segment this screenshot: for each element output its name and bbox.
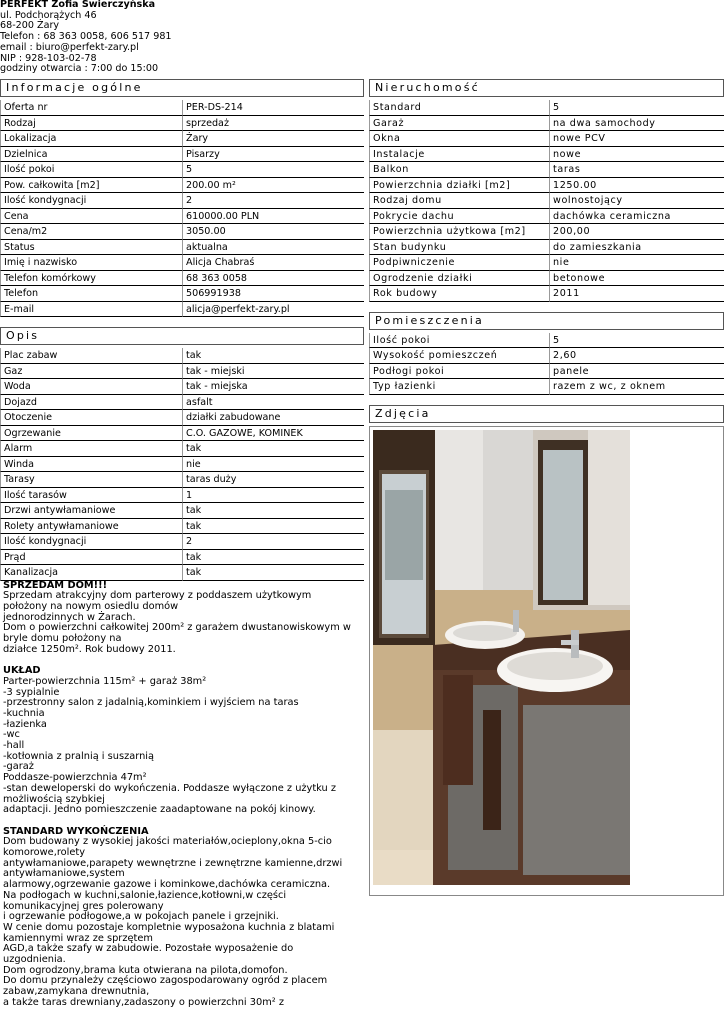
description-line: AGD,a także szafy w zabudowie. Pozostałe wyposażenie do <box>3 943 294 955</box>
general-info-value: Pisarzy <box>182 147 364 163</box>
agency-nip: NIP : 928-103-02-78 <box>0 52 97 64</box>
description-line: antywłamaniowe,parapety wewnętrzne i zewnętrzne kamienne,drzwi <box>3 857 343 869</box>
description-line: bryle domu położony na <box>3 633 122 645</box>
property-row <box>369 271 724 287</box>
offer-description <box>0 581 364 1009</box>
feature-label: Winda <box>0 457 182 473</box>
description-blank-line <box>3 655 364 666</box>
agency-header <box>0 0 360 75</box>
feature-row <box>0 472 364 488</box>
section-rooms-heading: Pomieszczenia <box>369 312 724 330</box>
feature-label: Rolety antywłamaniowe <box>0 519 182 535</box>
room-label: Ilość pokoi <box>369 333 549 349</box>
general-info-label: Status <box>0 240 182 256</box>
general-info-label: Pow. całkowita [m2] <box>0 178 182 194</box>
description-line: a także taras drewniany,zadaszony o powierzchni 30m² z <box>3 996 284 1008</box>
feature-value: działki zabudowane <box>182 410 364 426</box>
feature-value: 2 <box>182 534 364 550</box>
general-info-label: Dzielnica <box>0 147 182 163</box>
feature-label: Otoczenie <box>0 410 182 426</box>
property-label: Balkon <box>369 162 549 178</box>
general-info-row <box>0 240 364 256</box>
description-line: -kuchnia <box>3 707 45 719</box>
general-info-value: 200.00 m² <box>182 178 364 194</box>
description-line: jednorodzinnych w Żarach. <box>3 611 136 623</box>
description-line: -łazienka <box>3 718 47 730</box>
general-info-value: 506991938 <box>182 286 364 302</box>
section-property-heading: Nieruchomość <box>369 79 724 97</box>
agency-name: PERFEKT Zofia Świerczyńska <box>0 0 156 10</box>
property-row <box>369 193 724 209</box>
right-column <box>369 79 724 896</box>
feature-label: Prąd <box>0 550 182 566</box>
property-row <box>369 131 724 147</box>
property-value: betonowe <box>549 271 724 287</box>
feature-value: taras duży <box>182 472 364 488</box>
property-label: Rok budowy <box>369 286 549 302</box>
description-line: komunikacyjnej gres polerowany <box>3 900 164 912</box>
feature-label: Drzwi antywłamaniowe <box>0 503 182 519</box>
property-label: Pokrycie dachu <box>369 209 549 225</box>
general-info-label: Oferta nr <box>0 100 182 116</box>
general-info-value: sprzedaż <box>182 116 364 132</box>
description-line: zabaw,zamykana drewnutnia, <box>3 986 150 998</box>
property-value: dachówka ceramiczna <box>549 209 724 225</box>
feature-label: Plac zabaw <box>0 348 182 364</box>
features-table <box>0 348 364 581</box>
room-row <box>369 364 724 380</box>
general-info-value: alicja@perfekt-zary.pl <box>182 302 364 318</box>
property-value: 1250.00 <box>549 178 724 194</box>
feature-label: Tarasy <box>0 472 182 488</box>
description-line: Do domu przynależy częściowo zagospodarowany ogród z placem <box>3 975 328 987</box>
general-info-row <box>0 271 364 287</box>
section-photos-heading: Zdjęcia <box>369 405 724 423</box>
description-line: działce 1250m². Rok budowy 2011. <box>3 643 176 655</box>
general-info-value: Żary <box>182 131 364 147</box>
feature-value: tak - miejski <box>182 364 364 380</box>
feature-row <box>0 519 364 535</box>
room-label: Typ łazienki <box>369 379 549 395</box>
description-line: adaptacji. Jedno pomieszczenie zaadaptowane na pokój kinowy. <box>3 804 316 816</box>
feature-value: C.O. GAZOWE, KOMINEK <box>182 426 364 442</box>
feature-label: Ilość tarasów <box>0 488 182 504</box>
general-info-value: 5 <box>182 162 364 178</box>
general-info-value: Alicja Chabraś <box>182 255 364 271</box>
property-value: nowe <box>549 147 724 163</box>
description-line: antywłamaniowe,system <box>3 868 125 880</box>
room-row <box>369 379 724 395</box>
feature-value: tak <box>182 550 364 566</box>
general-info-row <box>0 100 364 116</box>
description-line: alarmowy,ogrzewanie gazowe i kominkowe,dachówka ceramiczna. <box>3 879 331 891</box>
description-line: -garaż <box>3 761 34 773</box>
agency-phone: Telefon : 68 363 0058, 606 517 981 <box>0 31 172 43</box>
description-line: uzgodnienia. <box>3 954 66 966</box>
feature-value: tak <box>182 503 364 519</box>
feature-label: Ilość kondygnacji <box>0 534 182 550</box>
general-info-table <box>0 100 364 317</box>
general-info-row <box>0 209 364 225</box>
description-heading: UKŁAD <box>3 665 41 677</box>
feature-value: tak - miejska <box>182 379 364 395</box>
description-line: -stan deweloperski do wykończenia. Poddasze wyłączone z użytku z <box>3 782 337 794</box>
description-heading: STANDARD WYKOŃCZENIA <box>3 825 149 837</box>
description-line: położony na nowym osiedlu domów <box>3 600 179 612</box>
general-info-value: 2 <box>182 193 364 209</box>
feature-row <box>0 488 364 504</box>
property-label: Okna <box>369 131 549 147</box>
description-line: komorowe,rolety <box>3 847 86 859</box>
description-line: -przestronny salon z jadalnią,kominkiem i wyjściem na taras <box>3 697 299 709</box>
feature-label: Dojazd <box>0 395 182 411</box>
property-label: Rodzaj domu <box>369 193 549 209</box>
feature-row <box>0 348 364 364</box>
general-info-value: PER-DS-214 <box>182 100 364 116</box>
property-row <box>369 224 724 240</box>
room-value: razem z wc, z oknem <box>549 379 724 395</box>
general-info-row <box>0 178 364 194</box>
general-info-value: 610000.00 PLN <box>182 209 364 225</box>
description-heading: SPRZEDAM DOM!!! <box>3 579 108 591</box>
room-row <box>369 348 724 364</box>
description-line: kamiennymi wraz ze sprzętem <box>3 932 153 944</box>
room-label: Podłogi pokoi <box>369 364 549 380</box>
general-info-label: Cena <box>0 209 182 225</box>
general-info-label: E-mail <box>0 302 182 318</box>
general-info-value: 3050.00 <box>182 224 364 240</box>
general-info-label: Cena/m2 <box>0 224 182 240</box>
photo-gallery <box>369 426 724 896</box>
description-line: -hall <box>3 740 25 752</box>
feature-row <box>0 565 364 581</box>
room-value: panele <box>549 364 724 380</box>
feature-row <box>0 364 364 380</box>
description-line: -3 sypialnie <box>3 686 60 698</box>
general-info-row <box>0 147 364 163</box>
property-label: Powierzchnia użytkowa [m2] <box>369 224 549 240</box>
room-value: 2,60 <box>549 348 724 364</box>
feature-label: Ogrzewanie <box>0 426 182 442</box>
room-row <box>369 333 724 349</box>
feature-value: tak <box>182 565 364 581</box>
description-line: Dom o powierzchni całkowitej 200m² z garażem dwustanowiskowym w <box>3 622 351 634</box>
property-row <box>369 100 724 116</box>
property-label: Garaż <box>369 116 549 132</box>
feature-row <box>0 379 364 395</box>
general-info-row <box>0 302 364 318</box>
property-row <box>369 178 724 194</box>
property-row <box>369 255 724 271</box>
description-line: i ogrzewanie podłogowe,a w pokojach panele i grzejniki. <box>3 911 279 923</box>
property-row <box>369 116 724 132</box>
property-value: 200,00 <box>549 224 724 240</box>
description-line: Dom ogrodzony,brama kuta otwierana na pilota,domofon. <box>3 964 288 976</box>
property-table <box>369 100 724 302</box>
general-info-row <box>0 224 364 240</box>
feature-row <box>0 426 364 442</box>
agency-hours: godziny otwarcia : 7:00 do 15:00 <box>0 63 159 75</box>
property-row <box>369 240 724 256</box>
rooms-table <box>369 333 724 395</box>
feature-value: asfalt <box>182 395 364 411</box>
feature-row <box>0 550 364 566</box>
description-line: W cenie domu pozostaje kompletnie wyposażona kuchnia z blatami <box>3 921 335 933</box>
property-label: Standard <box>369 100 549 116</box>
general-info-label: Telefon komórkowy <box>0 271 182 287</box>
general-info-label: Telefon <box>0 286 182 302</box>
property-row <box>369 147 724 163</box>
property-value: na dwa samochody <box>549 116 724 132</box>
general-info-row <box>0 255 364 271</box>
room-label: Wysokość pomieszczeń <box>369 348 549 364</box>
property-label: Ogrodzenie działki <box>369 271 549 287</box>
feature-label: Kanalizacja <box>0 565 182 581</box>
property-value: 5 <box>549 100 724 116</box>
feature-row <box>0 410 364 426</box>
property-value: do zamieszkania <box>549 240 724 256</box>
description-line: Parter-powierzchnia 115m² + garaż 38m² <box>3 675 207 687</box>
agency-address: ul. Podchorążych 46 <box>0 9 97 21</box>
general-info-value: 68 363 0058 <box>182 271 364 287</box>
property-value: taras <box>549 162 724 178</box>
description-line: -kotłownia z pralnią i suszarnią <box>3 750 155 762</box>
property-row <box>369 209 724 225</box>
general-info-label: Ilość pokoi <box>0 162 182 178</box>
general-info-label: Ilość kondygnacji <box>0 193 182 209</box>
property-value: wolnostojący <box>549 193 724 209</box>
general-info-value: aktualna <box>182 240 364 256</box>
general-info-row <box>0 193 364 209</box>
agency-email: email : biuro@perfekt-zary.pl <box>0 41 139 53</box>
general-info-label: Imię i nazwisko <box>0 255 182 271</box>
left-column <box>0 79 364 1009</box>
description-line: Poddasze-powierzchnia 47m² <box>3 772 147 784</box>
feature-row <box>0 503 364 519</box>
general-info-row <box>0 116 364 132</box>
property-label: Podpiwniczenie <box>369 255 549 271</box>
description-line: Dom budowany z wysokiej jakości materiałów,ocieplony,okna 5-cio <box>3 836 332 848</box>
feature-label: Woda <box>0 379 182 395</box>
general-info-row <box>0 131 364 147</box>
description-line: Sprzedam atrakcyjny dom parterowy z poddaszem użytkowym <box>3 590 312 602</box>
section-opis-heading: Opis <box>0 327 364 345</box>
description-line: możliwością szybkiej <box>3 793 105 805</box>
property-label: Instalacje <box>369 147 549 163</box>
description-line: -wc <box>3 729 20 741</box>
property-label: Powierzchnia działki [m2] <box>369 178 549 194</box>
property-value: nie <box>549 255 724 271</box>
property-label: Stan budynku <box>369 240 549 256</box>
section-general-heading: Informacje ogólne <box>0 79 364 97</box>
feature-row <box>0 457 364 473</box>
feature-value: tak <box>182 441 364 457</box>
feature-value: tak <box>182 519 364 535</box>
general-info-label: Lokalizacja <box>0 131 182 147</box>
feature-value: 1 <box>182 488 364 504</box>
room-value: 5 <box>549 333 724 349</box>
agency-city: 68-200 Żary <box>0 20 60 32</box>
general-info-row <box>0 162 364 178</box>
property-value: 2011 <box>549 286 724 302</box>
bathroom-photo[interactable] <box>373 430 630 885</box>
property-row <box>369 162 724 178</box>
feature-value: nie <box>182 457 364 473</box>
feature-row <box>0 534 364 550</box>
feature-label: Alarm <box>0 441 182 457</box>
property-value: nowe PCV <box>549 131 724 147</box>
general-info-row <box>0 286 364 302</box>
general-info-label: Rodzaj <box>0 116 182 132</box>
feature-row <box>0 395 364 411</box>
feature-value: tak <box>182 348 364 364</box>
feature-label: Gaz <box>0 364 182 380</box>
description-line: Na podłogach w kuchni,salonie,łazience,kotłowni,w części <box>3 889 287 901</box>
property-row <box>369 286 724 302</box>
feature-row <box>0 441 364 457</box>
